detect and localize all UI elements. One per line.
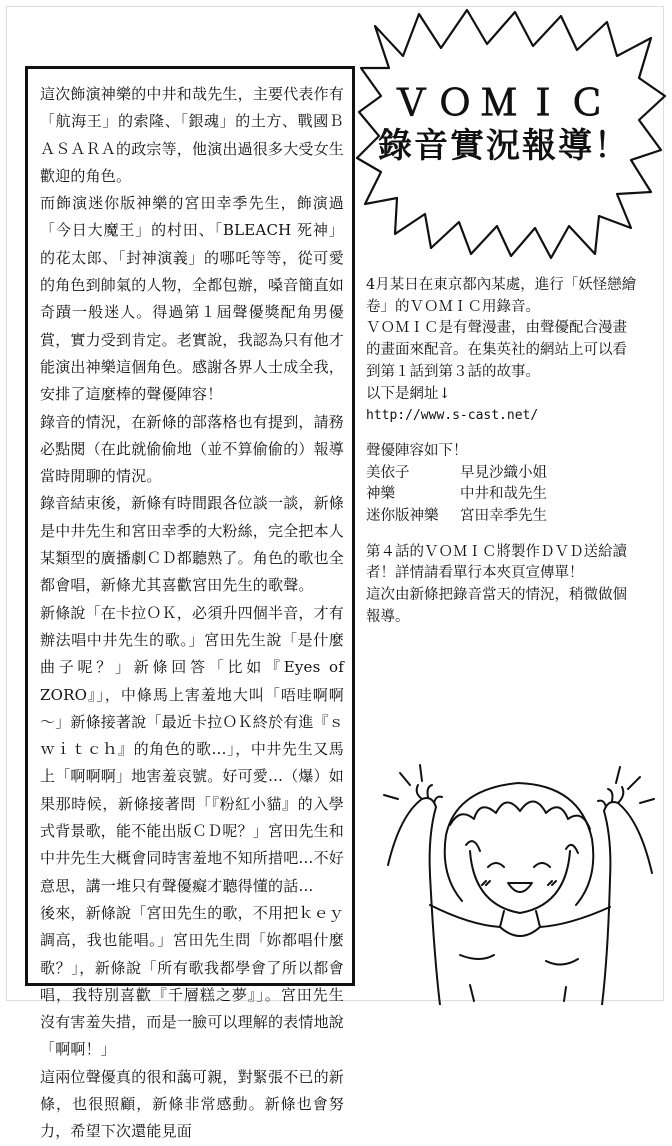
cast-actor: 早見沙織小姐 (460, 464, 547, 481)
article-paragraph: 新條說「在卡拉ＯＫ，必須升四個半音，才有辦法唱中井先生的歌。」宮田先生說「是什麼曲子呢？」新條回答「比如『Eyes of ZORO』」，中條馬上害羞地大叫「唔哇啊啊～」新條接著說「最近卡拉ＯＫ終於有進『ｓｗｉｔｃｈ』的角色的歌…」，中井先生又馬上「啊啊啊」地害羞哀號。好可愛…（爆）如果那時候，新條接著問「『粉紅小貓』的入學式背景歌，能不能出版ＣＤ呢？」宮田先生和中井先生大概會同時害羞地不知所措吧…不好意思，講一堆只有聲優癡才聽得懂的話… (40, 603, 345, 895)
cast-role: 迷你版神樂 (366, 508, 439, 525)
website-link[interactable]: http://www.s-cast.net/ (366, 408, 539, 424)
cheering-character-illustration (370, 755, 668, 1005)
cast-heading: 聲優陣容如下！ (366, 442, 468, 459)
info-section (366, 275, 641, 629)
article-paragraph: 這兩位聲優真的很和藹可親，對緊張不已的新條，也很照顧，新條非常感動。新條也會努力，希望下次還能見面 (40, 1067, 345, 1141)
cast-role: 美依子 (366, 464, 410, 481)
cast-row (366, 484, 641, 506)
cast-row (366, 506, 641, 528)
article-paragraph: 錄音結束後，新條有時間跟各位談一談，新條是中井先生和宮田幸季的大粉絲，完全把本人某類型的廣播劇ＣＤ都聽熟了。角色的歌也全都會唱，新條尤其喜歡宮田先生的歌聲。 (40, 494, 345, 595)
article-box (25, 66, 355, 1141)
article-paragraph: 而飾演迷你版神樂的宮田幸季先生，飾演過「今日大魔王」的村田、「BLEACH 死神」的花太郎、「封神演義」的哪吒等等，從可愛的角色到帥氣的人物，全都包辦，嗓音簡直如奇蹟一般迷人。得過第１屆聲優獎配角男優賞，實力受到肯定。老實說，我認為只有他才能演出神樂這個角色。感謝各界人士成全我，安排了這麼棒的聲優陣容！ (40, 194, 345, 404)
headline-title: ＶＯＭＩＣ (392, 83, 613, 124)
dvd-announcement: 第４話的ＶＯＭＩＣ將製作ＤＶＤ送給讀者！詳情請看單行本夾頁宣傳單！ (366, 543, 627, 582)
article-paragraph: 這次飾演神樂的中井和哉先生，主要代表作有「航海王」的索隆、「銀魂」的土方、戰國ＢＡＳＡＲＡ的政宗等，他演出過很多大受女生歡迎的角色。 (40, 85, 345, 185)
info-intro: 4月某日在東京都內某處，進行「妖怪戀繪卷」的ＶＯＭＩＣ用錄音。 (366, 277, 637, 315)
info-intro: 以下是網址↓ (366, 385, 451, 402)
cast-actor: 宮田幸季先生 (460, 508, 547, 525)
cast-role: 神樂 (366, 486, 395, 503)
article-paragraph: 後來，新條說「宮田先生的歌，不用把ｋｅｙ調高，我也能唱。」宮田先生問「妳都唱什麼歌？」，新條說「所有歌我都學會了所以都會唱，我特別喜歡『千層糕之夢』」。宮田先生沒有害羞失措，而是一臉可以理解的表情地說「啊啊！」 (40, 903, 345, 1059)
headline-subtitle: 錄音實況報導！ (378, 126, 630, 166)
closing-note: 這次由新條把錄音當天的情況，稍微做個報導。 (366, 587, 627, 625)
cast-row (366, 463, 641, 485)
cast-actor: 中井和哉先生 (460, 486, 547, 503)
article-paragraph: 錄音的情況，在新條的部落格也有提到，請務必點閱（在此就偷偷地（並不算偷偷的）報導當時閒聊的情況。 (40, 412, 345, 486)
info-intro: ＶＯＭＩＣ是有聲漫畫，由聲優配合漫畫的畫面來配音。在集英社的網站上可以看到第１話到第３話的故事。 (366, 320, 627, 380)
